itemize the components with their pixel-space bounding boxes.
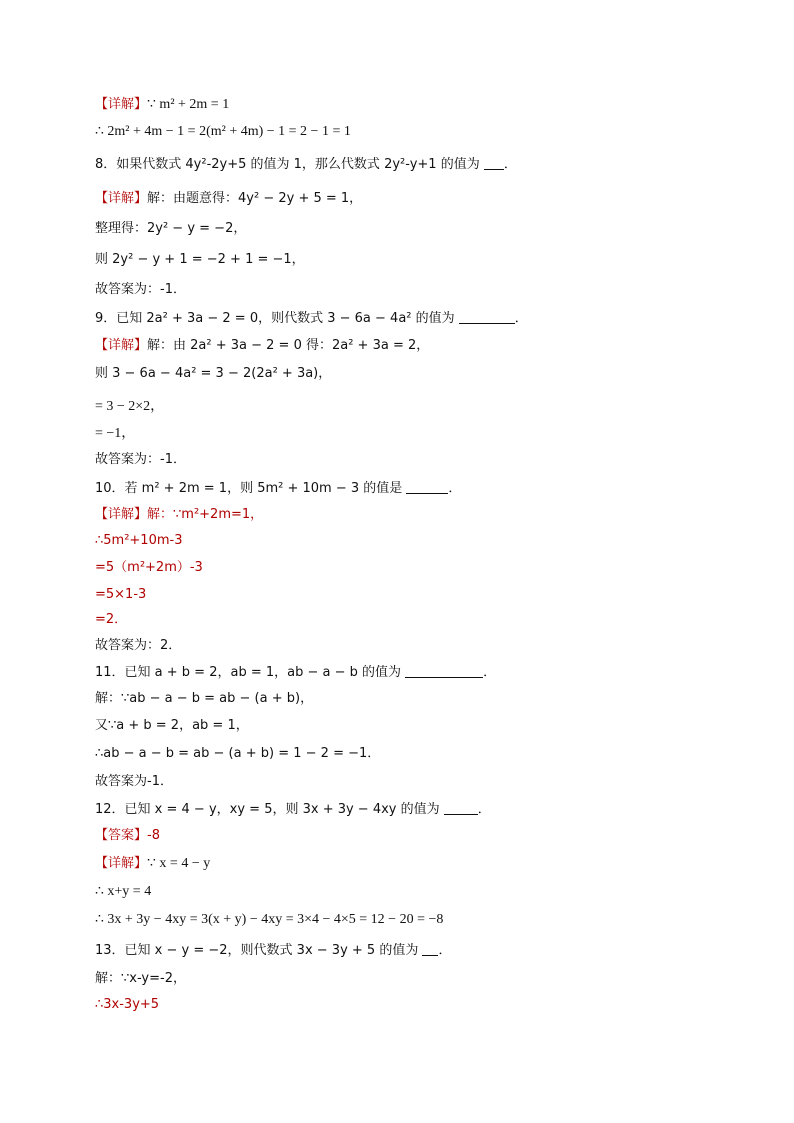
question-9: 9．已知 2a² + 3a − 2 = 0，则代数式 3 − 6a − 4a² 的值为 ．: [95, 311, 528, 326]
answer-label: 【答案】: [95, 828, 148, 843]
solution-line: 则 2y² − y + 1 = −2 + 1 = −1，: [95, 252, 305, 267]
answer-blank: [484, 155, 504, 170]
answer-blank: [459, 309, 515, 324]
solution-line: =2．: [95, 612, 128, 627]
solution-line: [95, 506, 263, 524]
question-text: 8．如果代数式 4y²-2y+5 的值为 1，那么代数式 2y²-y+1 的值为: [95, 157, 480, 172]
question-text: 10．若 m² + 2m = 1，则 5m² + 10m − 3 的值是: [95, 481, 403, 496]
solution-text: 解：由题意得：4y² − 2y + 5 = 1，: [147, 191, 363, 206]
solution-line: [95, 970, 186, 988]
answer-line: [95, 827, 160, 845]
solution-line: [95, 337, 429, 355]
solution-line: 则 3 − 6a − 4a² = 3 − 2(2a² + 3a)，: [95, 366, 332, 381]
detail-label: 【详解】: [95, 97, 148, 112]
question-13: 13．已知 x − y = −2，则代数式 3x − 3y + 5 的值为 ．: [95, 943, 452, 958]
question-text: 13．已知 x − y = −2，则代数式 3x − 3y + 5 的值为: [95, 943, 419, 958]
formula: ∵ m² + 2m = 1: [147, 97, 230, 112]
detail-label: 【详解】: [95, 338, 148, 353]
solution-line: = 3 − 2×2，: [95, 399, 165, 414]
question-text: 11．已知 a + b = 2，ab = 1，ab − a − b 的值为: [95, 665, 402, 680]
question-text: 12．已知 x = 4 − y，xy = 5，则 3x + 3y − 4xy 的值为: [95, 802, 440, 817]
answer-blank: [405, 663, 483, 678]
answer-line: 故答案为：-1．: [95, 282, 186, 297]
solution-line: ∴ab − a − b = ab − (a + b) = 1 − 2 = −1．: [95, 746, 381, 761]
answer-line: 故答案为-1．: [95, 774, 173, 789]
formula: ∴ x+y = 4: [95, 884, 152, 899]
solution-line: 又∵a + b = 2，ab = 1，: [95, 718, 249, 733]
solution-text: 解：∵m²+2m=1，: [147, 507, 264, 522]
formula: ∴ 3x + 3y − 4xy = 3(x + y) − 4xy = 3×4 − 4×5 = 12 − 20 = −8: [95, 912, 444, 927]
solution-line: =5×1-3: [95, 587, 147, 602]
solution-line: = −1，: [95, 426, 136, 441]
detail-label: 【详解】: [95, 856, 148, 871]
solution-line: =5（m²+2m）-3: [95, 560, 203, 575]
question-11: 11．已知 a + b = 2，ab = 1，ab − a − b 的值为 ．: [95, 665, 497, 680]
solution-line: ∴3x-3y+5: [95, 997, 160, 1012]
answer-blank: [444, 800, 478, 815]
solution-line: 整理得：2y² − y = −2，: [95, 221, 247, 236]
answer-blank: [406, 479, 448, 494]
question-10: 10．若 m² + 2m = 1，则 5m² + 10m − 3 的值是 ．: [95, 481, 462, 496]
formula: ∴ 2m² + 4m − 1 = 2(m² + 4m) − 1 = 2 − 1 = 1: [95, 124, 351, 139]
question-text: 9．已知 2a² + 3a − 2 = 0，则代数式 3 − 6a − 4a² 的值为: [95, 311, 455, 326]
solution-line: [95, 190, 362, 208]
answer-line: 故答案为：2．: [95, 638, 182, 653]
solution-text: 解：由 2a² + 3a − 2 = 0 得：2a² + 3a = 2，: [147, 338, 430, 353]
solution-line: ∴5m²+10m-3: [95, 533, 183, 548]
solution-line: 解：∵ab − a − b = ab − (a + b)，: [95, 691, 314, 706]
solution-line: [95, 96, 229, 114]
question-8: 8．如果代数式 4y²-2y+5 的值为 1，那么代数式 2y²-y+1 的值为 ．: [95, 157, 517, 172]
solution-text: 解：∵x-y=-2，: [95, 971, 186, 986]
detail-label: 【详解】: [95, 191, 148, 206]
answer-blank: [422, 941, 438, 956]
detail-label: 【详解】: [95, 507, 148, 522]
question-12: 12．已知 x = 4 − y，xy = 5，则 3x + 3y − 4xy 的值为 ．: [95, 802, 491, 817]
solution-line: [95, 855, 210, 873]
formula: ∵ x = 4 − y: [147, 856, 211, 871]
answer-value: -8: [147, 828, 160, 843]
answer-line: 故答案为：-1．: [95, 452, 186, 467]
